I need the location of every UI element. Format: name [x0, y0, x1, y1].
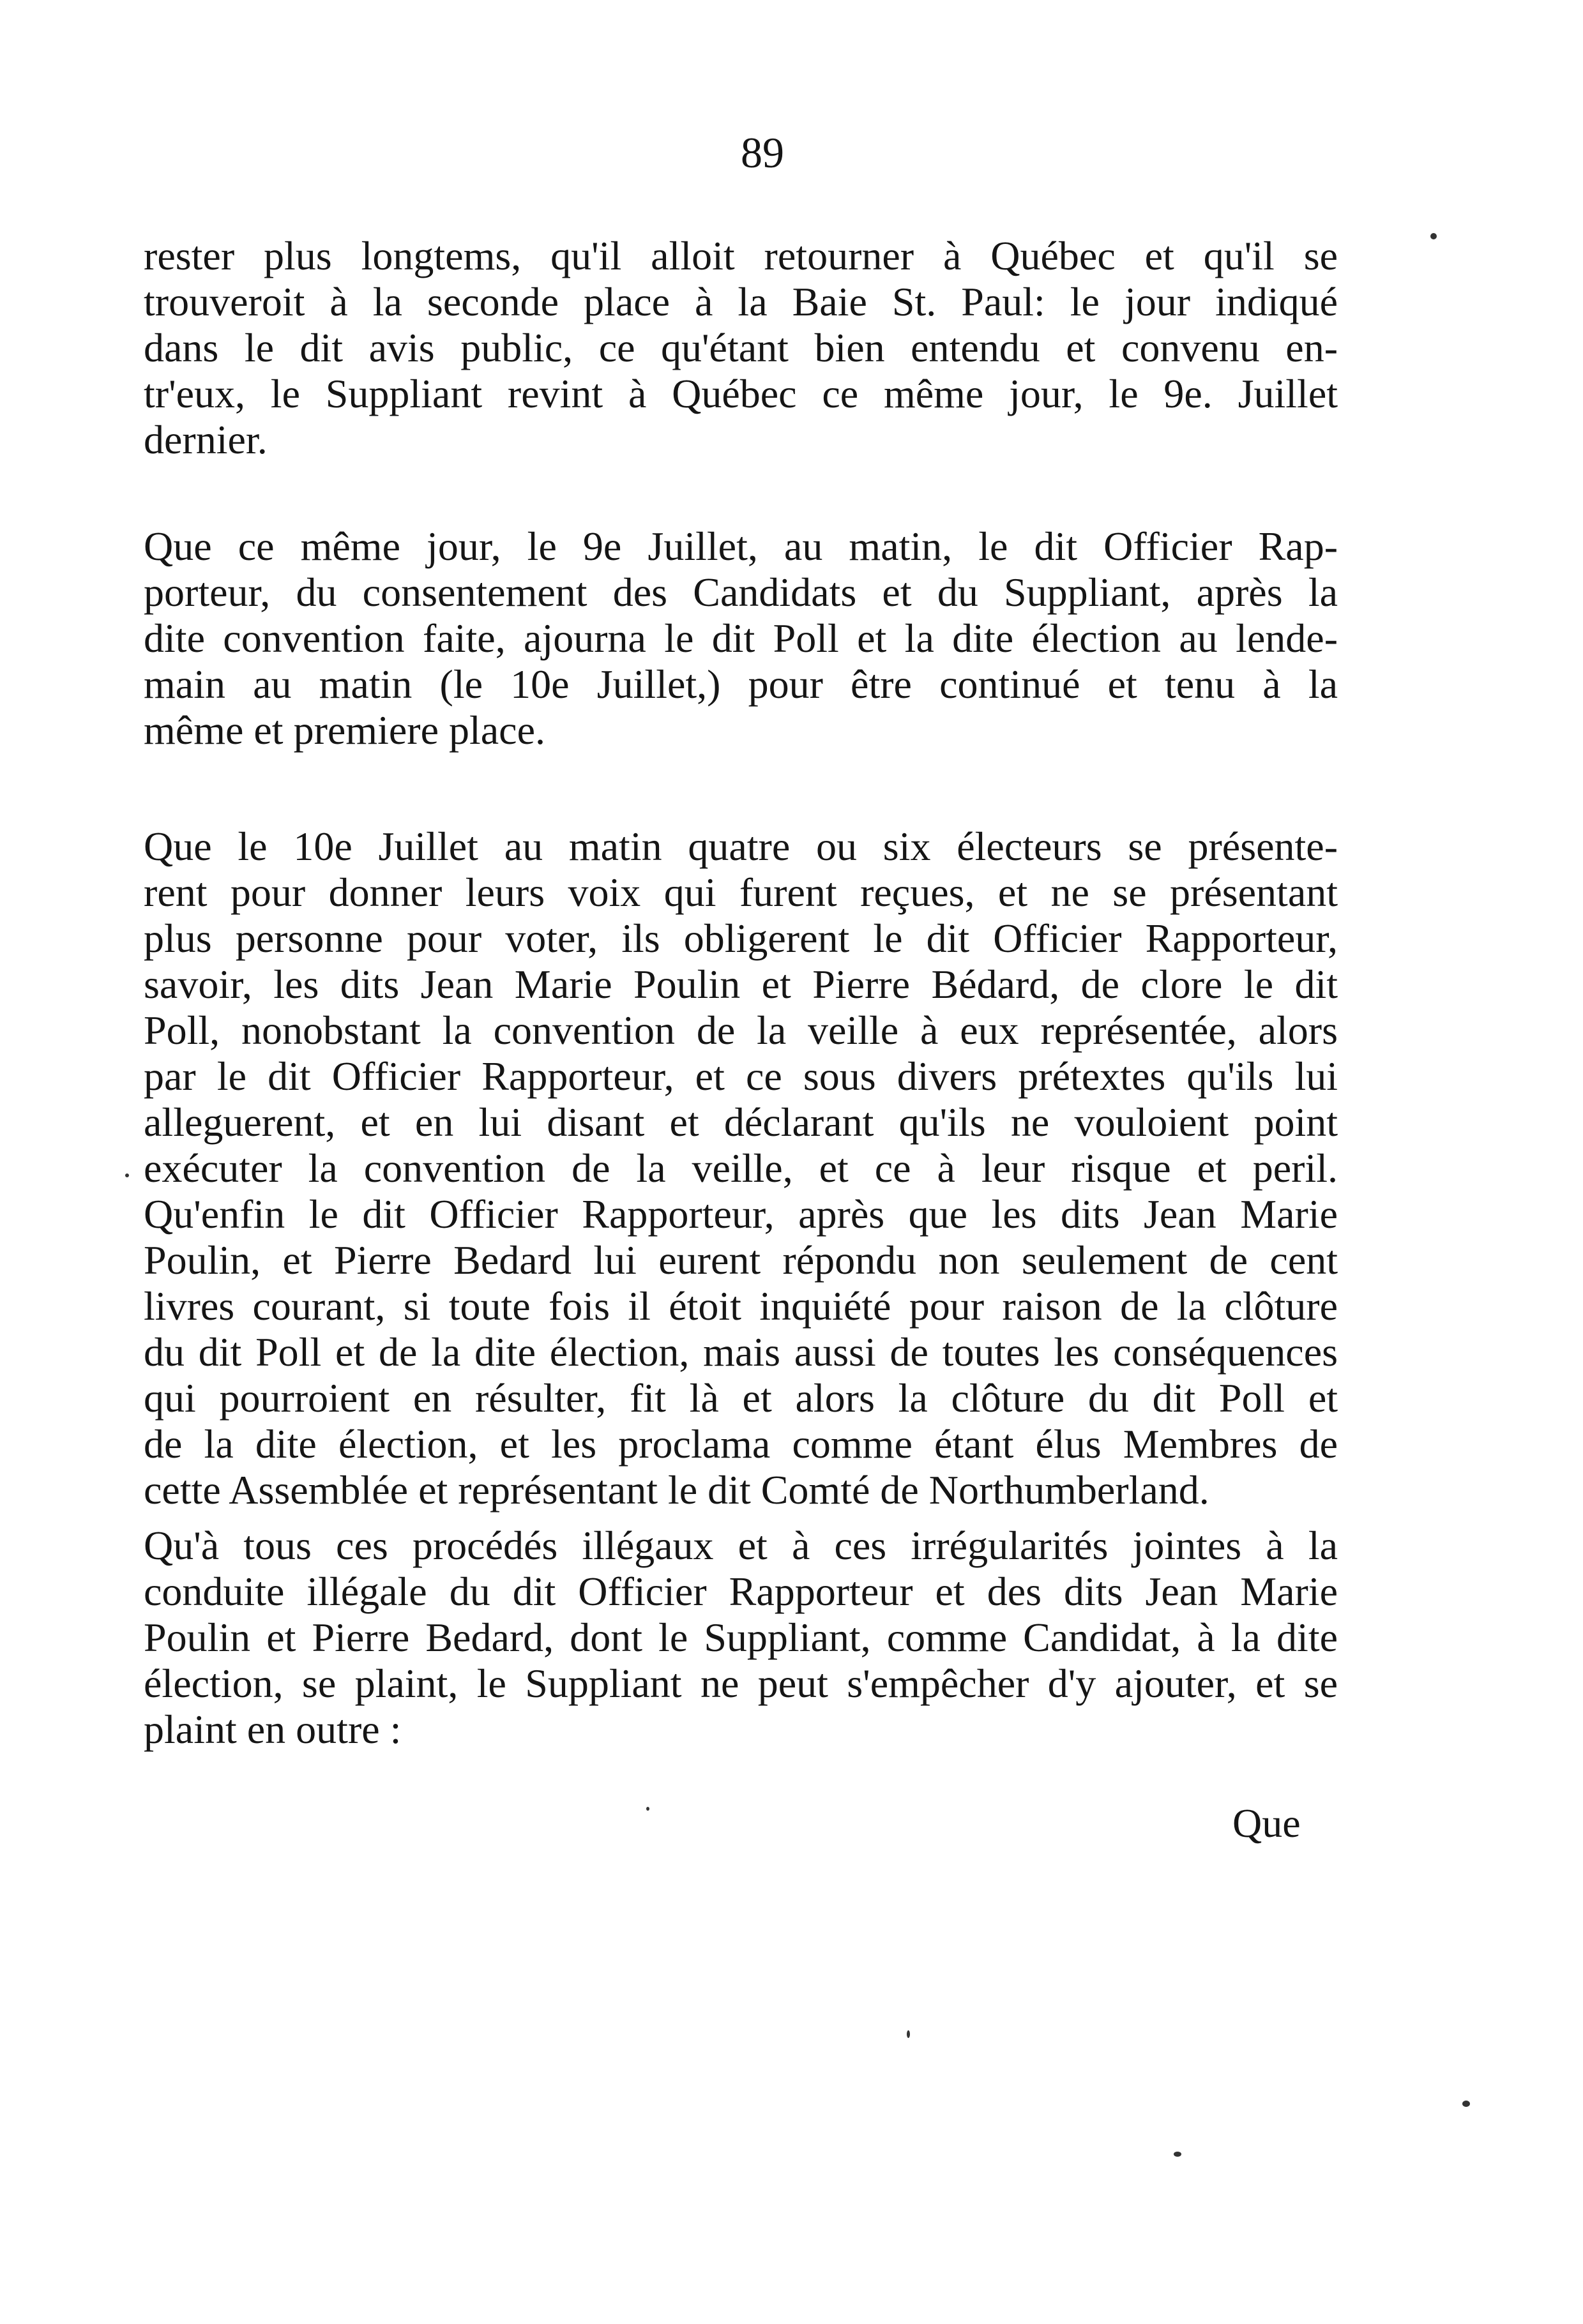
scan-speck: [646, 1807, 649, 1811]
text-line: Qu'enfin le dit Officier Rapporteur, après que les dits Jean Marie: [144, 1191, 1338, 1237]
paragraph-3: [144, 824, 1338, 1513]
text-line: tr'eux, le Suppliant revint à Québec ce même jour, le 9e. Juillet: [144, 371, 1338, 416]
text-line: cette Assemblée et représentant le dit Comté de Northumberland.: [144, 1467, 1209, 1513]
text-line: trouveroit à la seconde place à la Baie St. Paul: le jour indiqué: [144, 279, 1338, 324]
scan-speck: [907, 2030, 910, 2038]
text-line: rent pour donner leurs voix qui furent reçues, et ne se présentant: [144, 870, 1338, 915]
text-line: rester plus longtems, qu'il alloit retourner à Québec et qu'il se: [144, 233, 1338, 278]
text-line: même et premiere place.: [144, 707, 545, 753]
text-line: conduite illégale du dit Officier Rapporteur et des dits Jean Marie: [144, 1569, 1338, 1614]
text-line: plaint en outre :: [144, 1707, 402, 1752]
paragraph-1: [144, 233, 1338, 463]
page-number: 89: [741, 128, 784, 177]
text-line: élection, se plaint, le Suppliant ne peut s'empêcher d'y ajouter, et se: [144, 1661, 1338, 1706]
scan-speck: [125, 1173, 129, 1177]
text-line: dans le dit avis public, ce qu'étant bien entendu et convenu en-: [144, 325, 1338, 370]
text-line: dite convention faite, ajourna le dit Poll et la dite élection au lende-: [144, 615, 1338, 661]
text-line: Que le 10e Juillet au matin quatre ou six électeurs se présente-: [144, 824, 1338, 869]
text-line: savoir, les dits Jean Marie Poulin et Pierre Bédard, de clore le dit: [144, 962, 1338, 1007]
text-line: porteur, du consentement des Candidats et du Suppliant, après la: [144, 570, 1338, 615]
scan-speck: [1462, 2101, 1470, 2107]
text-line: main au matin (le 10e Juillet,) pour être continué et tenu à la: [144, 661, 1338, 707]
text-line: livres courant, si toute fois il étoit inquiété pour raison de la clôture: [144, 1283, 1338, 1329]
text-line: Qu'à tous ces procédés illégaux et à ces irrégularités jointes à la: [144, 1523, 1338, 1568]
text-line: Que ce même jour, le 9e Juillet, au matin, le dit Officier Rap-: [144, 524, 1338, 569]
text-line: qui pourroient en résulter, fit là et alors la clôture du dit Poll et: [144, 1375, 1338, 1421]
paragraph-2: [144, 524, 1338, 753]
text-line: du dit Poll et de la dite élection, mais aussi de toutes les conséquences: [144, 1329, 1338, 1375]
catchword: Que: [1232, 1800, 1301, 1846]
scan-speck: [1174, 2152, 1181, 2157]
text-line: alleguerent, et en lui disant et déclarant qu'ils ne vouloient point: [144, 1099, 1338, 1145]
paragraph-4: [144, 1523, 1338, 1753]
scan-speck: [1430, 233, 1437, 239]
text-line: dernier.: [144, 417, 268, 462]
text-line: exécuter la convention de la veille, et ce à leur risque et peril.: [144, 1145, 1338, 1191]
text-line: par le dit Officier Rapporteur, et ce sous divers prétextes qu'ils lui: [144, 1053, 1338, 1099]
text-line: Poll, nonobstant la convention de la veille à eux représentée, alors: [144, 1007, 1338, 1053]
text-line: Poulin et Pierre Bedard, dont le Suppliant, comme Candidat, à la dite: [144, 1615, 1338, 1660]
text-line: Poulin, et Pierre Bedard lui eurent répondu non seulement de cent: [144, 1237, 1338, 1283]
text-line: de la dite élection, et les proclama comme étant élus Membres de: [144, 1421, 1338, 1467]
text-line: plus personne pour voter, ils obligerent le dit Officier Rapporteur,: [144, 916, 1338, 961]
